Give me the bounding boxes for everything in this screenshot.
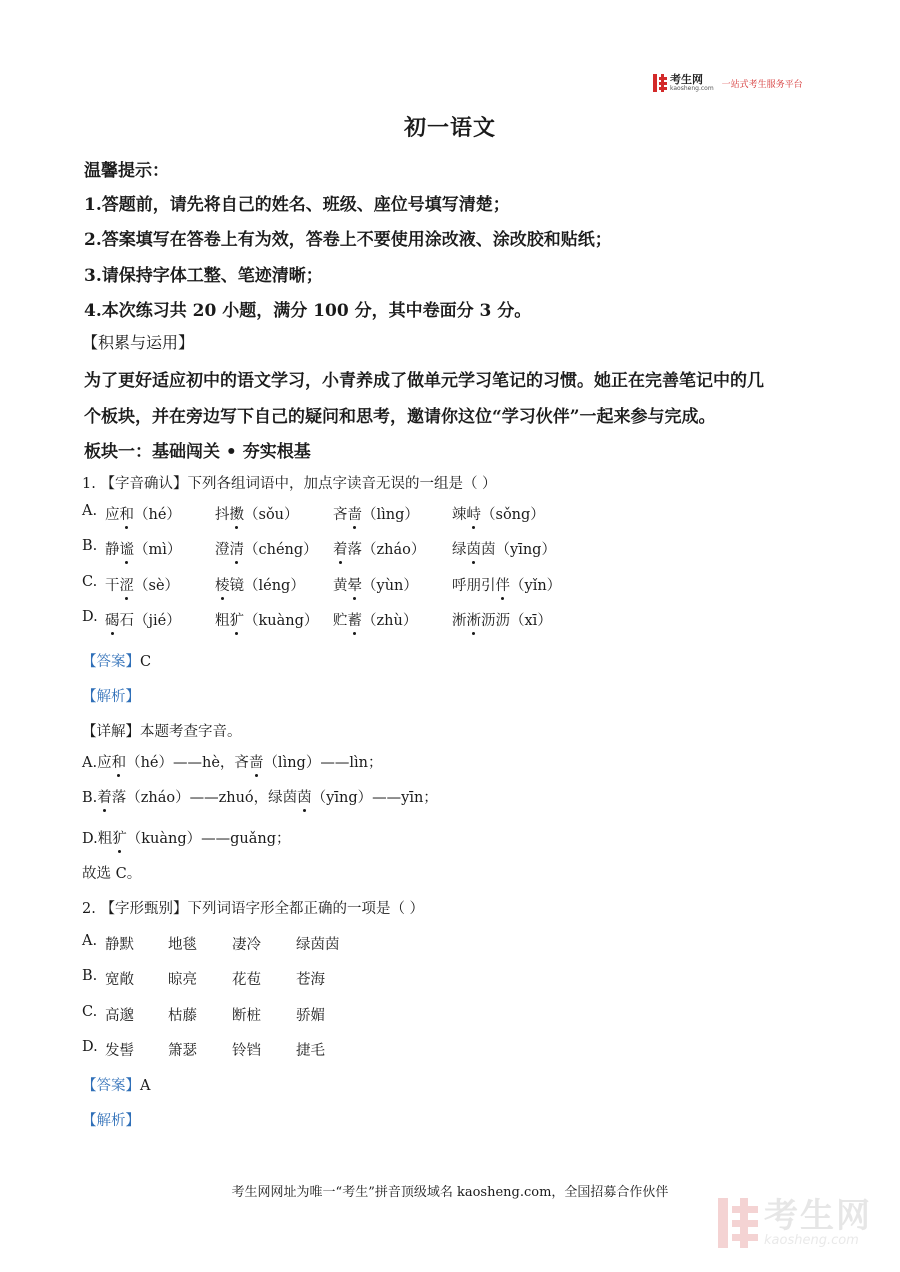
- section-heading: 【积累与运用】: [82, 333, 195, 352]
- option-word: 绿茵茵: [296, 937, 340, 953]
- page-footer: 考生网网址为唯一“考生”拼音顶级域名 kaosheng.com，全国招募合作伙伴: [231, 1185, 669, 1200]
- option-word: 地毯: [168, 937, 197, 953]
- option-label: B.: [82, 968, 98, 984]
- tip-item: 4.本次练习共 20 小题，满分 100 分，其中卷面分 3 分。: [84, 301, 532, 321]
- option-word: 澄清（chéng）: [215, 538, 318, 559]
- header-logo: [653, 72, 803, 94]
- analysis-label: 【解析】: [82, 689, 140, 705]
- option-label: C.: [82, 1004, 98, 1020]
- option-label: D.: [82, 1039, 98, 1055]
- detail-line: 【详解】本题考查字音。: [82, 724, 242, 740]
- option-word: 绿茵茵（yīng）: [452, 538, 556, 559]
- detail-line: A.应和（hé）——hè，吝啬（lìng）——lìn；: [82, 751, 382, 772]
- watermark-name: 考生网: [764, 1195, 872, 1236]
- option-word: 高邈: [105, 1008, 134, 1024]
- option-word: 呼朋引伴（yǐn）: [452, 574, 561, 595]
- option-word: 吝啬（lìng）: [333, 503, 419, 524]
- logo-domain: kaosheng.com: [670, 85, 714, 92]
- detail-line: B.着落（zháo）——zhuó，绿茵茵（yīng）——yīn；: [82, 786, 438, 807]
- kaosheng-logo-icon: [653, 74, 667, 92]
- option-word: 宽敞: [105, 972, 134, 988]
- logo-name: 考生网: [670, 73, 703, 86]
- option-word: 晾亮: [168, 972, 197, 988]
- tip-item: 2.答案填写在答卷上有为效，答卷上不要使用涂改液、涂改胶和贴纸；: [84, 230, 612, 250]
- option-word: 断桩: [232, 1008, 261, 1024]
- detail-line: D.粗犷（kuàng）——guǎng；: [82, 827, 291, 848]
- option-word: 枯藤: [168, 1008, 197, 1024]
- intro-line: 个板块，并在旁边写下自己的疑问和思考，邀请你这位“学习伙伴”一起来参与完成。: [84, 407, 716, 427]
- page-title: 初一语文: [403, 115, 496, 141]
- option-label: A.: [82, 933, 98, 949]
- conclusion: 故选 C。: [82, 866, 142, 882]
- option-word: 铃铛: [232, 1043, 261, 1059]
- option-label: A.: [82, 503, 98, 519]
- kaosheng-watermark-icon: [718, 1198, 758, 1248]
- option-word: 贮蓄（zhù）: [333, 609, 417, 630]
- option-word: 淅淅沥沥（xī）: [452, 609, 552, 630]
- answer-label: 【答案】C: [82, 654, 152, 670]
- option-word: 应和（hé）: [105, 503, 181, 524]
- question-stem: 1. 【字音确认】下列各组词语中，加点字读音无误的一组是（ ）: [82, 476, 497, 492]
- option-word: 静谧（mì）: [105, 538, 181, 559]
- logo-slogan: 一站式考生服务平台: [721, 79, 803, 90]
- answer-label: 【答案】A: [82, 1078, 151, 1094]
- answer-value: C: [140, 654, 152, 670]
- tip-item: 3.请保持字体工整、笔迹清晰；: [84, 266, 323, 286]
- option-word: 骄媚: [296, 1008, 325, 1024]
- block-heading: 板块一：基础闯关 • 夯实根基: [84, 442, 311, 462]
- option-label: B.: [82, 538, 98, 554]
- option-word: 发髻: [105, 1043, 134, 1059]
- option-word: 花苞: [232, 972, 261, 988]
- option-word: 捷毛: [296, 1043, 325, 1059]
- option-word: 静默: [105, 937, 134, 953]
- option-word: 凄冷: [232, 937, 261, 953]
- option-word: 箫瑟: [168, 1043, 197, 1059]
- option-word: 黄晕（yùn）: [333, 574, 418, 595]
- intro-line: 为了更好适应初中的语文学习，小青养成了做单元学习笔记的习惯。她正在完善笔记中的几: [84, 371, 764, 391]
- option-word: 碣石（jié）: [105, 609, 181, 630]
- option-label: C.: [82, 574, 98, 590]
- watermark: [718, 1195, 872, 1248]
- analysis-label: 【解析】: [82, 1113, 140, 1129]
- answer-value: A: [140, 1078, 151, 1094]
- option-word: 抖擞（sǒu）: [215, 503, 299, 524]
- option-word: 粗犷（kuàng）: [215, 609, 318, 630]
- option-word: 着落（zháo）: [333, 538, 425, 559]
- tips-heading: 温馨提示：: [84, 161, 169, 181]
- tip-item: 1.答题前，请先将自己的姓名、班级、座位号填写清楚；: [84, 195, 510, 215]
- option-label: D.: [82, 609, 98, 625]
- option-word: 干涩（sè）: [105, 574, 179, 595]
- option-word: 棱镜（léng）: [215, 574, 305, 595]
- option-word: 苍海: [296, 972, 325, 988]
- watermark-domain: kaosheng.com: [764, 1232, 859, 1248]
- option-word: 竦峙（sǒng）: [452, 503, 545, 524]
- question-stem: 2. 【字形甄别】下列词语字形全都正确的一项是（ ）: [82, 901, 425, 917]
